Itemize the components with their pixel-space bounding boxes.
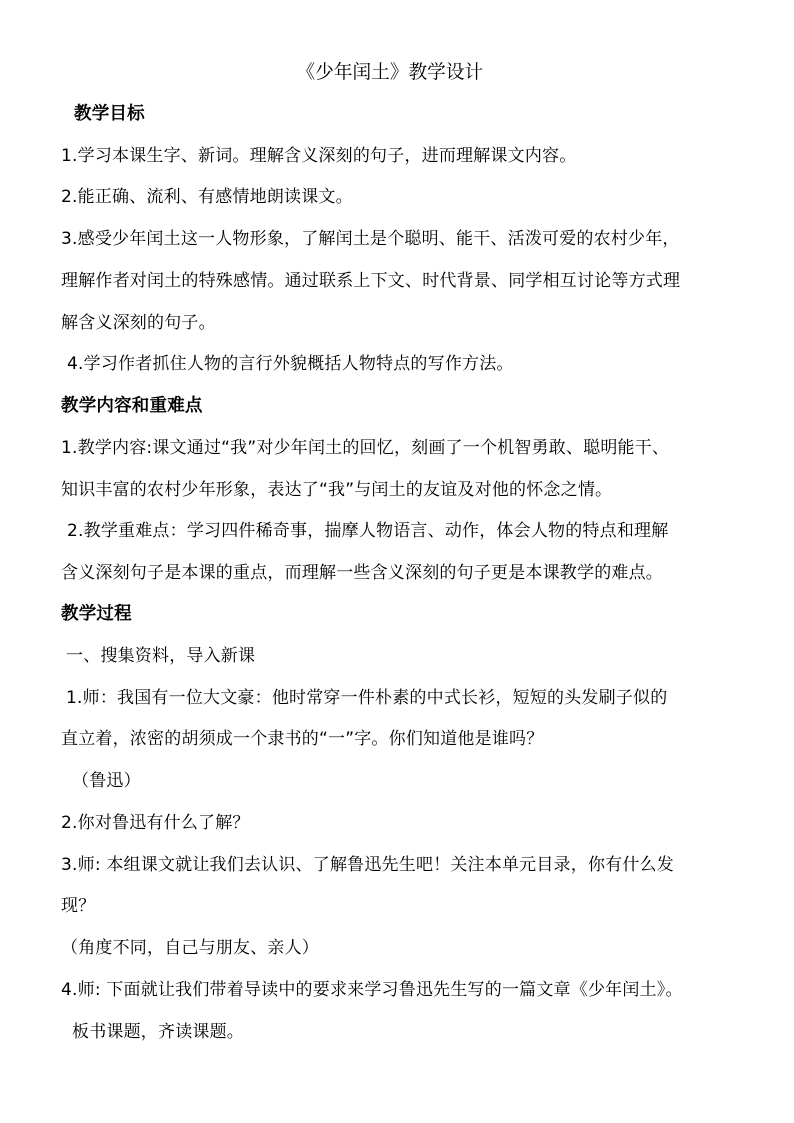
process-q4: 4.师: 下面就让我们带着导读中的要求来学习鲁迅先生写的一篇文章《少年闰土》。 [61, 980, 683, 1000]
process-q4-note: 板书课题，齐读课题。 [72, 1022, 244, 1042]
process-q3-line-1: 3.师: 本组课文就让我们去认识、了解鲁迅先生吧！关注本单元目录，你有什么发 [61, 855, 674, 875]
process-a3: （角度不同，自己与朋友、亲人） [61, 938, 319, 958]
content-2-line-1: 2.教学重难点：学习四件稀奇事，揣摩人物语言、动作，体会人物的特点和理解 [67, 521, 669, 541]
document-title: 《少年闰土》教学设计 [296, 61, 484, 83]
content-1-line-1: 1.教学内容:课文通过“我”对少年闰土的回忆，刻画了一个机智勇敢、聪明能干、 [61, 438, 670, 458]
content-2-line-2: 含义深刻句子是本课的重点，而理解一些含义深刻的句子更是本课教学的难点。 [61, 563, 663, 583]
goal-3-line-1: 3.感受少年闰土这一人物形象，了解闰土是个聪明、能干、活泼可爱的农村少年， [61, 229, 680, 249]
content-1-line-2: 知识丰富的农村少年形象，表达了“我”与闰土的友谊及对他的怀念之情。 [61, 480, 613, 500]
goal-3-line-3: 解含义深刻的句子。 [61, 313, 216, 333]
heading-teaching-goals: 教学目标 [74, 104, 145, 124]
process-q1-line-2: 直立着，浓密的胡须成一个隶书的“一”字。你们知道他是谁吗？ [61, 729, 544, 749]
process-q2: 2.你对鲁迅有什么了解？ [61, 813, 250, 833]
goal-4: 4.学习作者抓住人物的言行外貌概括人物特点的写作方法。 [67, 354, 514, 374]
process-q3-line-2: 现？ [61, 896, 96, 916]
heading-teaching-process: 教学过程 [61, 604, 132, 624]
goal-3-line-2: 理解作者对闰土的特殊感情。通过联系上下文、时代背景、同学相互讨论等方式理 [61, 271, 681, 291]
process-subheading-1: 一、搜集资料，导入新课 [66, 646, 256, 666]
heading-content-and-difficulties: 教学内容和重难点 [61, 396, 203, 416]
process-a1: （鲁迅） [72, 771, 141, 791]
process-q1-line-1: 1.师：我国有一位大文豪：他时常穿一件朴素的中式长衫，短短的头发刷子似的 [66, 688, 668, 708]
goal-2: 2.能正确、流利、有感情地朗读课文。 [61, 187, 353, 207]
goal-1: 1.学习本课生字、新词。理解含义深刻的句子，进而理解课文内容。 [61, 146, 577, 166]
